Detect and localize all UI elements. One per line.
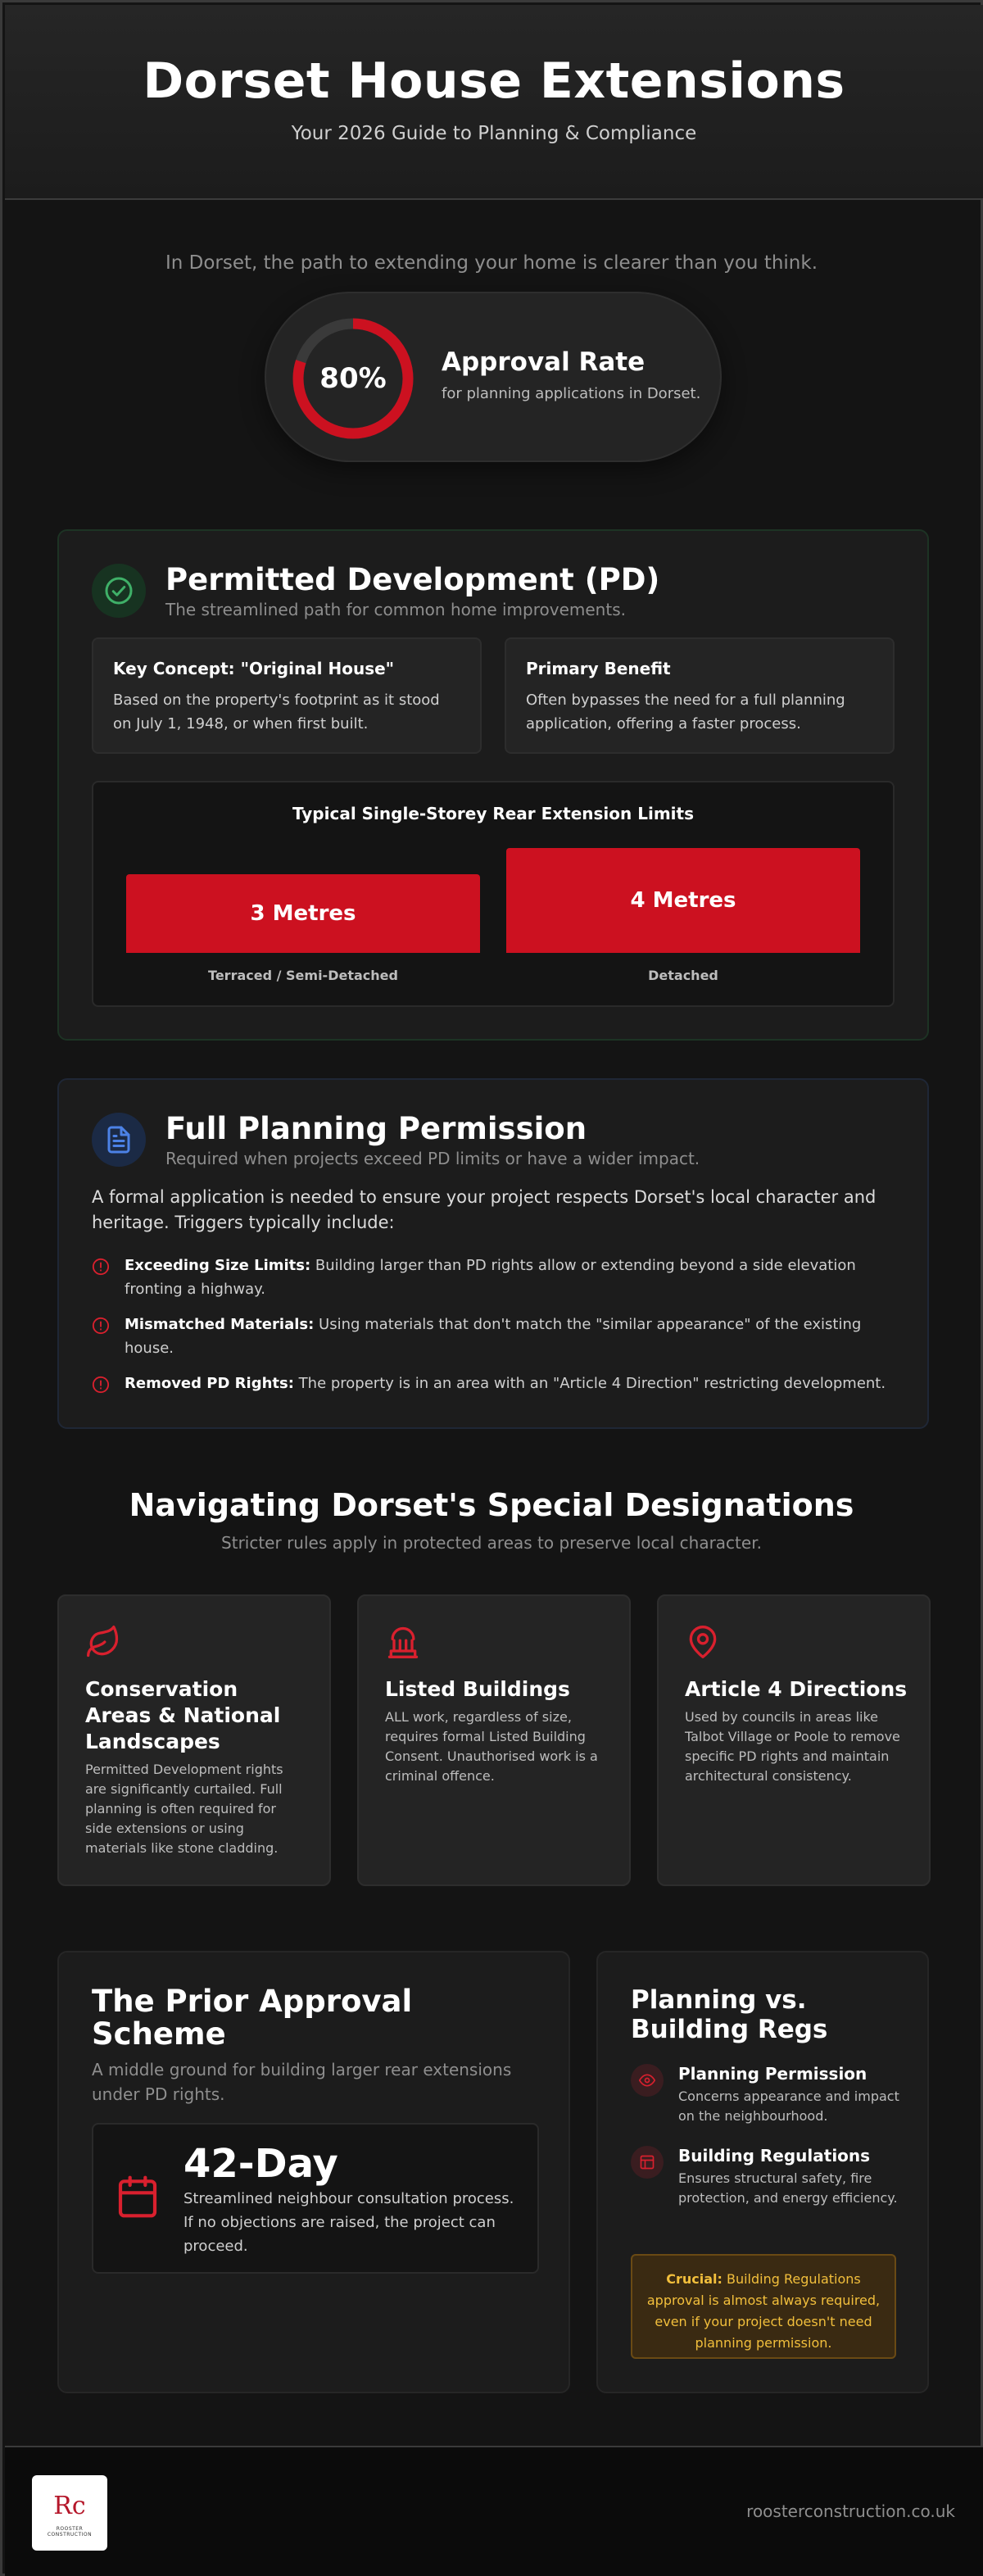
regs-item-planning (631, 2064, 908, 2129)
approval-title: Approval Rate (442, 347, 646, 377)
crucial-text: Building Regulations approval is almost always required, even if your project doesn't need planning permission. (646, 2271, 881, 2351)
regs-item-body: Ensures structural safety, fire protection, and energy efficiency. (678, 2170, 898, 2206)
trigger-body: Building larger than PD rights allow or extending beyond a side elevation fronting a highway. (125, 1257, 856, 1298)
designation-card-article4 (657, 1594, 931, 1886)
trigger-body: The property is in an area with an "Article 4 Direction" restricting development. (293, 1375, 886, 1392)
planning-vs-regs-card (596, 1951, 929, 2393)
prior-approval-card (57, 1951, 570, 2393)
limit-bar-terraced (126, 874, 480, 953)
designation-title: Conservation Areas & National Landscapes (85, 1677, 281, 1753)
concept-title: Key Concept: "Original House" (113, 659, 395, 678)
alert-circle-icon (92, 1317, 110, 1335)
designations-title: Navigating Dorset's Special Designations (129, 1487, 854, 1523)
regs-item-title: Building Regulations (678, 2146, 871, 2166)
trigger-item (92, 1254, 895, 1303)
regs-item-building (631, 2146, 908, 2236)
page-title: Dorset House Extensions (143, 52, 845, 110)
footer (5, 2446, 983, 2576)
approval-percent: 80% (319, 362, 387, 395)
leaf-icon (85, 1624, 121, 1660)
limit-bar-detached (506, 848, 860, 953)
calendar-icon (115, 2174, 161, 2220)
prior-approval-title: The Prior Approval Scheme (92, 1984, 413, 2052)
fp-title: Full Planning Permission (165, 1111, 587, 1146)
limit-category-terraced: Terraced / Semi-Detached (208, 968, 398, 983)
prior-approval-subtitle: A middle ground for building larger rear extensions under PD rights. (92, 2060, 512, 2104)
crucial-note (631, 2254, 896, 2359)
blueprint-icon (639, 2154, 655, 2170)
primary-benefit-box (505, 637, 895, 754)
trigger-title: Removed PD Rights: (125, 1375, 294, 1392)
logo-text: ROOSTER CONSTRUCTION (47, 2526, 93, 2537)
trigger-title: Mismatched Materials: (125, 1316, 315, 1333)
designation-body: Permitted Development rights are significantly curtailed. Full planning is often required for side extensions or using materials like stone cladding. (85, 1762, 283, 1856)
trigger-body: Using materials that don't match the "similar appearance" of the existing house. (125, 1316, 862, 1357)
concept-body: Based on the property's footprint as it stood on July 1, 1948, or when first built. (113, 692, 440, 732)
regs-item-body: Concerns appearance and impact on the neighbourhood. (678, 2088, 899, 2124)
limits-title: Typical Single-Storey Rear Extension Limits (292, 804, 694, 823)
regs-title: Planning vs. Building Regs (631, 1985, 828, 2044)
limit-bar-terraced-label: 3 Metres (250, 901, 356, 926)
designation-card-conservation (57, 1594, 331, 1886)
check-circle-icon (104, 576, 134, 605)
landmark-icon (385, 1624, 421, 1660)
designation-body: Used by councils in areas like Talbot Village or Poole to remove specific PD rights and maintain architectural consistency. (685, 1709, 900, 1784)
pd-title: Permitted Development (PD) (165, 562, 660, 597)
fp-subtitle: Required when projects exceed PD limits or have a wider impact. (165, 1149, 700, 1168)
designation-card-listed (357, 1594, 631, 1886)
extension-limits-chart (92, 781, 895, 1007)
eye-icon (639, 2072, 655, 2088)
company-logo[interactable] (32, 2475, 107, 2551)
regs-item-title: Planning Permission (678, 2064, 867, 2084)
limit-category-detached: Detached (648, 968, 718, 983)
designation-title: Article 4 Directions (685, 1677, 908, 1701)
trigger-text (125, 1372, 895, 1395)
pd-icon-badge (92, 564, 146, 618)
trigger-item (92, 1372, 895, 1398)
eye-icon-badge (631, 2064, 664, 2097)
designation-body: ALL work, regardless of size, requires formal Listed Building Consent. Unauthorised work is a criminal offence. (385, 1709, 598, 1784)
designations-subtitle: Stricter rules apply in protected areas to preserve local character. (221, 1533, 762, 1553)
approval-subtitle: for planning applications in Dorset. (442, 385, 701, 402)
intro-text: In Dorset, the path to extending your home is clearer than you think. (165, 252, 818, 274)
pd-subtitle: The streamlined path for common home improvements. (165, 600, 626, 619)
document-icon (104, 1125, 134, 1154)
trigger-item (92, 1313, 895, 1362)
trigger-title: Exceeding Size Limits: (125, 1257, 311, 1274)
fp-icon-badge (92, 1113, 146, 1167)
permitted-development-card (57, 529, 929, 1041)
page-subtitle: Your 2026 Guide to Planning & Compliance (291, 123, 697, 144)
benefit-title: Primary Benefit (526, 659, 671, 678)
alert-circle-icon (92, 1376, 110, 1394)
limit-bar-detached-label: 4 Metres (630, 888, 736, 913)
logo-mark: Rc (53, 2492, 86, 2520)
consultation-box (92, 2123, 539, 2274)
designation-title: Listed Buildings (385, 1677, 570, 1701)
alert-circle-icon (92, 1258, 110, 1276)
consultation-days: 42-Day (183, 2141, 338, 2187)
crucial-label: Crucial: (666, 2271, 723, 2287)
map-pin-icon (685, 1624, 721, 1660)
consultation-body: Streamlined neighbour consultation process. If no objections are raised, the project can proceed. (183, 2190, 514, 2255)
full-planning-card (57, 1078, 929, 1429)
blueprint-icon-badge (631, 2146, 664, 2179)
hero-header (5, 5, 983, 200)
trigger-text (125, 1313, 895, 1360)
website-link[interactable]: roosterconstruction.co.uk (746, 2501, 955, 2521)
approval-rate-card (265, 292, 722, 462)
fp-intro: A formal application is needed to ensure your project respects Dorset's local character and heritage. Triggers typically include: (92, 1187, 877, 1232)
trigger-text (125, 1254, 895, 1301)
benefit-body: Often bypasses the need for a full planning application, offering a faster process. (526, 692, 845, 732)
original-house-box (92, 637, 482, 754)
